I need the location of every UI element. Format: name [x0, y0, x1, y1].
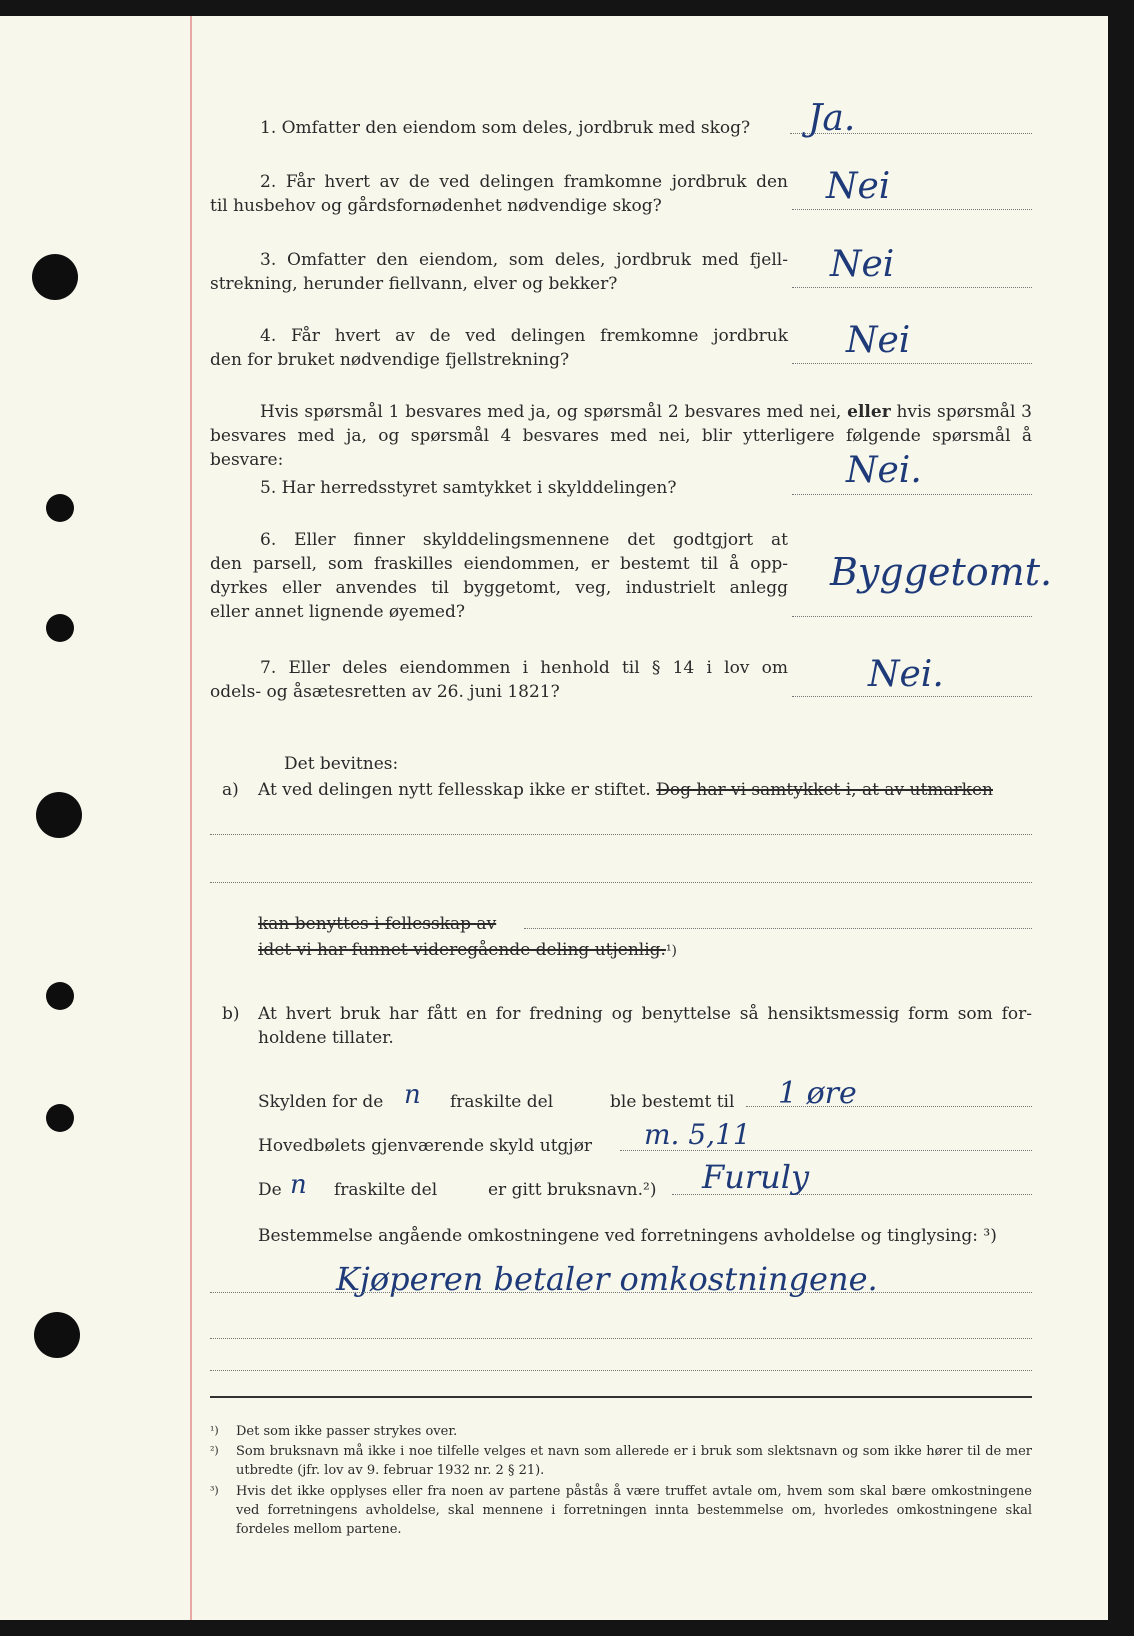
answer-3: Nei — [830, 244, 895, 285]
blank-line — [210, 882, 1032, 883]
item-b-line1: At hvert bruk har fått en for fredning og benyttelse så hensiktsmessig form som for- — [258, 1004, 1032, 1024]
bruksnavn-label-a: De — [258, 1180, 282, 1200]
question-6-line4: eller annet lignende øyemed? — [210, 602, 465, 622]
blank-line — [210, 1292, 1032, 1293]
answer-7: Nei. — [868, 654, 944, 695]
hovedbol-label: Hovedbølets gjenværende skyld utgjør — [258, 1136, 593, 1156]
condition-text: Hvis spørsmål 1 besvares med ja, og spørsmål 2 besvares med nei, — [260, 402, 842, 422]
skyld-label-b: fraskilte del — [450, 1092, 554, 1112]
footnote-3-mark: ³) — [210, 1484, 219, 1497]
condition-text: hvis spørsmål 3 — [896, 402, 1032, 422]
footnote-1-text: Det som ikke passer strykes over. — [236, 1424, 458, 1439]
answer-6: Byggetomt. — [830, 550, 1053, 594]
bevitnes-heading: Det bevitnes: — [284, 754, 399, 774]
punch-hole — [46, 1104, 74, 1132]
answer-line — [792, 287, 1032, 288]
blank-line — [210, 834, 1032, 835]
footnote-2-text: Som bruksnavn må ikke i noe tilfelle velges et navn som allerede er i bruk som slektsnavn og som ikke hører til de mer utbredte (jfr. lov av 9. februar 1932 nr. 2 § 21). — [236, 1444, 1032, 1478]
answer-2: Nei — [826, 166, 891, 207]
answer-line — [792, 209, 1032, 210]
punch-hole — [46, 982, 74, 1010]
question-3-line1: 3. Omfatter den eiendom, som deles, jordbruk med fjell- — [260, 250, 788, 270]
question-6-line1: 6. Eller finner skylddelingsmennene det godtgjort at — [260, 530, 788, 550]
struck-text: Dog har vi samtykket i, at av utmarken — [656, 780, 993, 800]
footnote-1-mark: ¹) — [210, 1424, 219, 1437]
punch-hole — [46, 614, 74, 642]
punch-hole — [46, 494, 74, 522]
answer-line — [792, 696, 1032, 697]
item-b-marker: b) — [222, 1004, 240, 1024]
punch-hole — [34, 1312, 80, 1358]
omkostninger-label: Bestemmelse angående omkostningene ved forretningens avholdelse og tinglysing: ³) — [258, 1226, 997, 1246]
question-2-line1: 2. Får hvert av de ved delingen framkomne jordbruk den — [260, 172, 788, 192]
bruksnavn-label-b: fraskilte del — [334, 1180, 438, 1200]
question-1: 1. Omfatter den eiendom som deles, jordbruk med skog? — [260, 118, 751, 138]
punch-hole — [32, 254, 78, 300]
item-a-text — [258, 778, 993, 802]
footnote-2-mark: ²) — [210, 1444, 219, 1457]
footnote-3-text: Hvis det ikke opplyses eller fra noen av partene påstås å være truffet avtale om, hvem som skal bære omkostningene ved forretningens avholdelse, skal mennene i forretningen innta bestemmelse om, hvorledes omkostningene skal fordeles mellom partene. — [236, 1484, 1032, 1537]
condition-line1 — [260, 400, 1032, 424]
question-6-line3: dyrkes eller anvendes til byggetomt, veg, industrielt anlegg — [210, 578, 788, 598]
blank-line — [524, 928, 1032, 929]
answer-line — [792, 363, 1032, 364]
hovedbol-value: m. 5,11 — [644, 1118, 751, 1151]
question-5: 5. Har herredsstyret samtykket i skylddelingen? — [260, 478, 677, 498]
question-7-line1: 7. Eller deles eiendommen i henhold til § 14 i lov om — [260, 658, 788, 678]
skyld-label-c: ble bestemt til — [610, 1092, 735, 1112]
skyld-value: 1 øre — [778, 1076, 857, 1111]
question-4-line1: 4. Får hvert av de ved delingen fremkomne jordbruk — [260, 326, 788, 346]
punch-hole — [36, 792, 82, 838]
blank-line — [210, 1370, 1032, 1371]
item-a-statement: At ved delingen nytt fellesskap ikke er stiftet. — [258, 780, 651, 800]
bruksnavn-value: Furuly — [702, 1158, 810, 1196]
blank-line — [210, 1338, 1032, 1339]
footnote-ref: ¹) — [665, 943, 678, 959]
question-7-line2: odels- og åsætesretten av 26. juni 1821? — [210, 682, 560, 702]
document-page — [0, 16, 1108, 1620]
struck-text: idet vi har funnet videregående deling utjenlig. — [258, 940, 666, 960]
skyld-handwritten-n: n — [404, 1080, 421, 1110]
condition-emphasis: eller — [847, 402, 891, 422]
answer-1: Ja. — [808, 98, 856, 139]
answer-line — [792, 494, 1032, 495]
question-3-line2: strekning, herunder fiellvann, elver og bekker? — [210, 274, 618, 294]
item-b-line2: holdene tillater. — [258, 1028, 394, 1048]
condition-line2: besvares med ja, og spørsmål 4 besvares med nei, blir ytterligere følgende spørsmål å besvare: — [210, 426, 1032, 470]
question-6-line2: den parsell, som fraskilles eiendommen, er bestemt til å opp- — [210, 554, 788, 574]
answer-4: Nei — [846, 320, 911, 361]
answer-5: Nei. — [846, 450, 922, 491]
struck-line-2 — [258, 938, 677, 963]
question-4-line2: den for bruket nødvendige fjellstrekning? — [210, 350, 570, 370]
question-2-line2: til husbehov og gårdsfornødenhet nødvendige skog? — [210, 196, 662, 216]
item-a-marker: a) — [222, 780, 239, 800]
bruksnavn-handwritten-n: n — [290, 1170, 307, 1200]
struck-line-1: kan benyttes i fellesskap av — [258, 914, 497, 934]
omkostninger-value: Kjøperen betaler omkostningene. — [336, 1260, 878, 1298]
answer-line — [792, 616, 1032, 617]
footnote-rule — [210, 1396, 1032, 1398]
bruksnavn-label-c: er gitt bruksnavn.²) — [488, 1180, 657, 1200]
margin-line — [190, 16, 192, 1620]
skyld-label-a: Skylden for de — [258, 1092, 384, 1112]
